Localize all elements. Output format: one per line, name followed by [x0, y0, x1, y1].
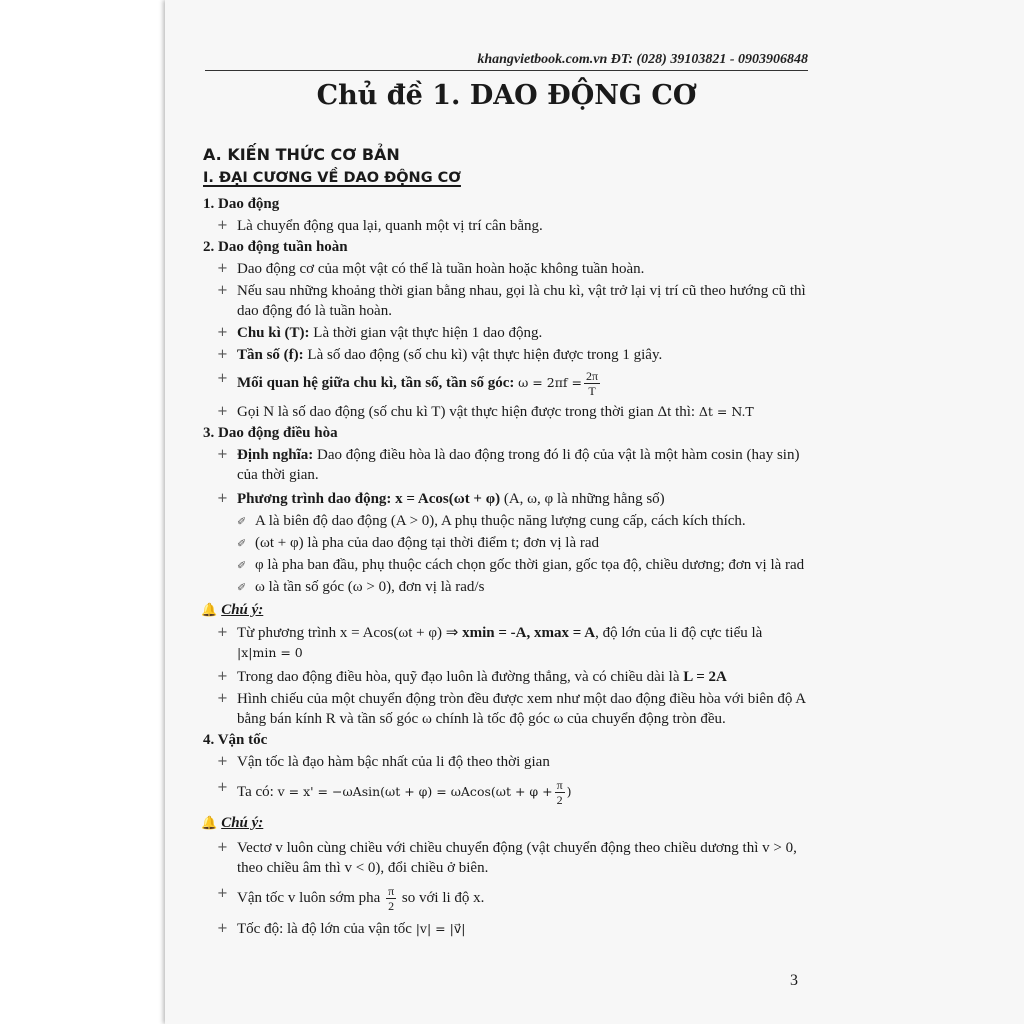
bullet-text: Là số dao động (số chu kì) vật thực hiện được trong 1 giây. — [303, 347, 663, 363]
fraction — [386, 884, 396, 913]
term-label: Định nghĩa: — [237, 447, 314, 463]
bullet-text: so với li độ x. — [401, 889, 485, 906]
fraction-denominator: 2 — [388, 899, 395, 913]
bell-icon: 🔔 — [201, 603, 218, 618]
fraction-numerator: 2π — [586, 369, 599, 383]
bullet-text: Trong dao động điều hòa, quỹ đạo luôn là đường thẳng, và có chiều dài là — [237, 669, 684, 685]
bullet-text: , độ lớn của li độ cực tiểu là — [595, 625, 763, 641]
sub-bullet — [203, 577, 806, 597]
bullet — [203, 369, 806, 398]
sub-bullet — [203, 533, 806, 553]
bullet — [203, 778, 806, 807]
bullet — [203, 667, 806, 687]
bullet-text: Hình chiếu của một chuyển động tròn đều được xem như một dao động điều hòa với biên độ A bằng bán kính R và tần số góc ω chính là tốc độ góc ω của chuyển động tròn đều. — [237, 691, 806, 727]
bullet — [203, 402, 806, 422]
sub-bullet-text: φ là pha ban đầu, phụ thuộc cách chọn gốc thời gian, gốc tọa độ, chiều dương; đơn vị là rad — [255, 557, 805, 573]
section-heading-a: A. KIẾN THỨC CƠ BẢN — [203, 145, 400, 164]
page-title: Chủ đề 1. DAO ĐỘNG CƠ — [316, 80, 697, 111]
bullet — [203, 689, 806, 729]
bullet — [203, 919, 806, 939]
heading-dao-dong-tuan-hoan: 2. Dao động tuần hoàn — [203, 239, 348, 255]
bullet — [203, 345, 806, 365]
bullet-text: Nếu sau những khoảng thời gian bằng nhau, gọi là chu kì, vật trở lại vị trí cũ theo hướng cũ thì dao động đó là tuần hoàn. — [237, 283, 806, 319]
note-heading — [201, 600, 806, 621]
bullet — [203, 623, 806, 663]
bullet — [203, 884, 806, 913]
bullet — [203, 259, 806, 279]
formula: ω = 2πf = — [518, 374, 582, 390]
bullet — [203, 752, 806, 772]
bullet — [203, 838, 806, 878]
sub-bullet-text: (ωt + φ) là pha của dao động tại thời điểm t; đơn vị là rad — [255, 535, 600, 551]
heading-van-toc: 4. Vận tốc — [203, 732, 268, 748]
page-header: khangvietbook.com.vn ĐT: (028) 39103821 - 0903906848 — [477, 52, 808, 67]
sub-bullet-text: ω là tần số góc (ω > 0), đơn vị là rad/s — [255, 579, 485, 595]
bullet-text: Là chuyển động qua lại, quanh một vị trí cân bằng. — [237, 218, 543, 234]
heading-dao-dong: 1. Dao động — [203, 196, 280, 212]
bullet-text: Dao động điều hòa là dao động trong đó li độ của vật là một hàm cosin (hay sin) của thời gian. — [237, 447, 800, 483]
formula: |v| = |v⃗| — [415, 921, 466, 936]
pen-icon: ✐ — [237, 515, 247, 528]
note-heading-text: Chú ý: — [221, 815, 264, 831]
pen-icon: ✐ — [237, 581, 247, 594]
pen-icon: ✐ — [237, 559, 247, 572]
bullet — [203, 281, 806, 321]
main-content — [203, 193, 806, 939]
bullet-text: Gọi N là số dao động (số chu kì T) vật thực hiện được trong thời gian Δt thì: — [237, 404, 696, 420]
bullet-text: (A, ω, φ là những hằng số) — [500, 491, 665, 507]
fraction — [584, 369, 600, 398]
sub-bullet — [203, 555, 806, 575]
term-label: Tần số (f): — [237, 347, 304, 363]
bullet-text: Từ phương trình x = Acos(ωt + φ) ⇒ — [237, 625, 463, 641]
bullet-text: Dao động cơ của một vật có thể là tuần hoàn hoặc không tuần hoàn. — [237, 261, 645, 277]
bullet — [203, 445, 806, 485]
section-heading-i: I. ĐẠI CƯƠNG VỀ DAO ĐỘNG CƠ — [203, 170, 461, 186]
page-number: 3 — [790, 972, 798, 989]
fraction — [555, 778, 565, 807]
fraction-denominator: 2 — [556, 793, 563, 807]
bullet-text: Ta có: — [237, 783, 274, 800]
bullet-text: Tốc độ: là độ lớn của vận tốc — [237, 921, 412, 937]
sub-bullet-text: A là biên độ dao động (A > 0), A phụ thuộc năng lượng cung cấp, cách kích thích. — [255, 513, 746, 529]
bell-icon: 🔔 — [201, 816, 218, 831]
fraction-numerator: π — [388, 884, 395, 898]
formula: v = x' = −ωAsin(ωt + φ) = ωAcos(ωt + φ + — [277, 783, 553, 799]
sub-bullet — [203, 511, 806, 531]
formula: ) — [566, 783, 572, 799]
formula-bold: L = 2A — [683, 669, 727, 685]
term-label: Phương trình dao động: x = Acos(ωt + φ) — [237, 491, 501, 507]
fraction-numerator: π — [556, 778, 563, 792]
bullet-text: Vận tốc v luôn sớm pha — [237, 889, 381, 906]
formula-bold: xmin = -A, xmax = A — [462, 625, 596, 641]
note-heading-text: Chú ý: — [221, 602, 264, 618]
bullet-text: Là thời gian vật thực hiện 1 dao động. — [309, 325, 543, 341]
fraction-denominator: T — [588, 384, 596, 398]
header-rule — [205, 70, 808, 71]
bullet-text: Vận tốc là đạo hàm bậc nhất của li độ theo thời gian — [237, 754, 550, 770]
bullet — [203, 323, 806, 343]
bullet — [203, 489, 806, 509]
formula: |x|min = 0 — [237, 645, 303, 660]
bullet-text: Vectơ v luôn cùng chiều với chiều chuyển động (vật chuyển động theo chiều dương thì v > 0, theo chiều âm thì v < 0), đổi chiều ở biên. — [237, 840, 797, 876]
term-label: Chu kì (T): — [237, 325, 310, 341]
pen-icon: ✐ — [237, 537, 247, 550]
note-heading — [201, 813, 806, 834]
heading-dao-dong-dieu-hoa: 3. Dao động điều hòa — [203, 425, 338, 441]
term-label: Mối quan hệ giữa chu kì, tần số, tần số góc: — [237, 374, 515, 391]
bullet — [203, 216, 806, 236]
formula: Δt = N.T — [698, 404, 754, 419]
